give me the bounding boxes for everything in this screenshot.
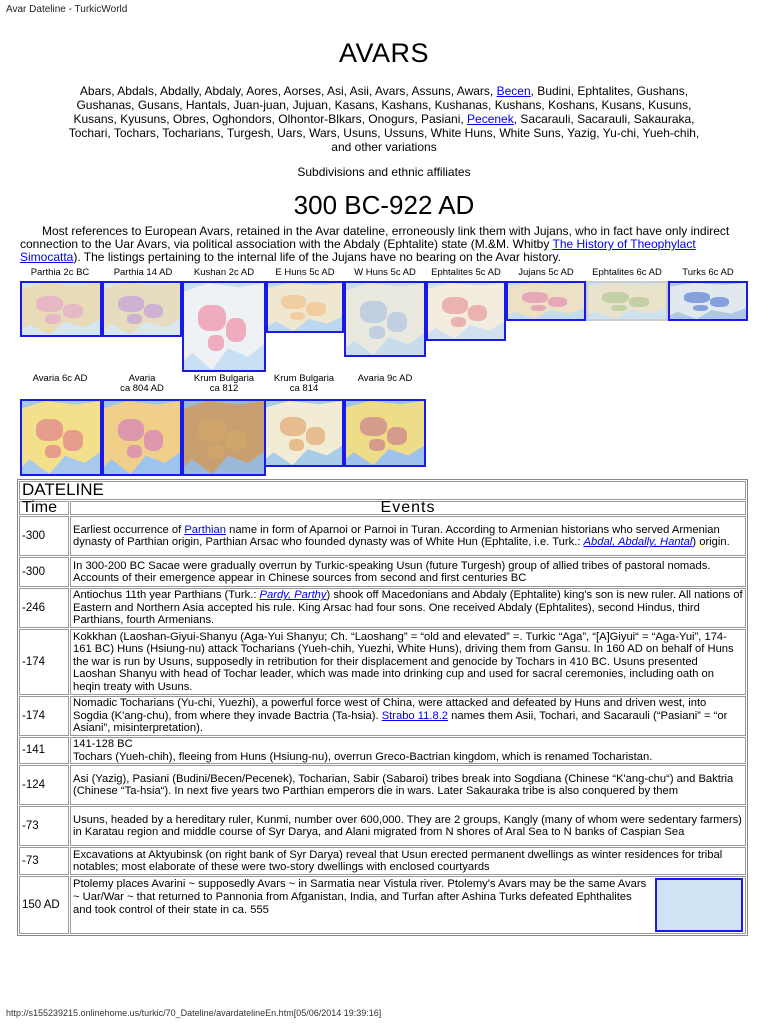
map-region-shading [144,430,164,450]
row-event: Usuns, headed by a hereditary ruler, Kunmi, number over 600,000. They are 2 groups, Kangly (many of whom were sedentary farmers) in Karatau region and middle course of Syr Darya, and Alani migrated from N shores of Aral Sea to N banks of Caspian Sea [70,806,746,846]
map-region-shading [226,430,247,450]
pardy-link[interactable]: Pardy, Parthy [259,589,327,602]
map-landmass [184,401,264,474]
map-region-shading [127,314,142,323]
map-region-shading [45,314,61,323]
row-time: -246 [19,588,69,628]
table-heading-row [19,481,746,500]
map-region-shading [208,335,224,351]
map-region-shading [198,419,225,441]
name-variants [60,84,708,154]
map-landmass [346,401,424,465]
map-krum-bulgaria-ca-814[interactable] [264,374,344,394]
sarmatia-map-thumbnail[interactable] [655,878,743,932]
map-landmass [22,401,100,474]
map-label: Avaria 9c AD [357,373,413,384]
map-region-shading [693,305,708,311]
map-label: Parthia 14 AD [113,267,173,278]
map-region-shading [468,305,488,321]
map-region-shading [531,305,546,311]
map-label: W Huns 5c AD [354,267,416,278]
table-row [19,737,746,764]
map-thumbnail-avaria-ca-804[interactable] [102,399,182,476]
map-region-shading [118,419,144,441]
map-thumbnail-jujans-5c-ad[interactable] [506,281,586,321]
map-thumbnail-krum-bulgaria-ca-814[interactable] [264,399,344,467]
map-label-line2: ca 812 [209,383,239,394]
event-text: Antiochus 11th year Parthians (Turk.: [73,589,260,602]
map-region-shading [611,305,627,311]
map-label: Krum Bulgaria [193,373,255,384]
row-time: -300 [19,557,69,587]
row-event [70,696,746,736]
map-avaria-6c-ad[interactable] [18,374,102,384]
row-time: -174 [19,696,69,736]
date-range-heading: 300 BC-922 AD [293,190,475,220]
map-ephtalites-5c-ad[interactable] [426,268,506,278]
intro-text-1: Most references to European Avars, retained in the Avar dateline, erroneously link them with Jujans, who in fact have only indirect connection to the Uar Avars, via political association with the Abdaly (Ephtalite) state (M.&M. Whitby [20,224,730,251]
map-region-shading [127,445,142,458]
table-row [19,557,746,587]
map-avaria-9c-ad[interactable] [344,374,426,384]
map-label: Kushan 2c AD [193,267,255,278]
map-region-shading [198,305,225,331]
map-region-shading [36,296,63,312]
map-label: Krum Bulgaria [273,373,335,384]
map-thumbnail-e-huns-5c-ad[interactable] [266,281,344,333]
table-row [19,806,746,846]
table-row [19,696,746,736]
page-title: AVARS [338,38,430,68]
map-region-shading [118,296,144,312]
map-landmass [104,401,180,474]
map-region-shading [306,302,325,315]
browser-title: Avar Dateline - TurkicWorld [6,4,128,15]
column-header-events: Events [70,501,746,516]
pecenek-link[interactable]: Pecenek [467,112,514,126]
table-row [19,765,746,805]
event-text: ) shook off Macedonians and Abdaly (Ephtalite) king's son is new ruler. All nations of Eastern and Northern Asia accepted his rule. King Arsac had four sons. One received Abdaly (Ephtalites), second Hindus, third Parthians, fourth Armenians. [73,589,743,627]
table-row [19,588,746,628]
names-text-3: , Sacarauli, Sacarauli, Sakauraka, Tochari, Tochars, Tocharians, Turgesh, Uars, Wars, Usuns, Ussuns, White Huns, White Suns, Yazig, Yu-chi, Yueh-chih, and other variations [68,112,700,154]
map-thumbnail-avaria-9c-ad[interactable] [344,399,426,467]
map-region-shading [387,427,407,445]
map-region-shading [369,326,385,339]
column-header-time: Time [19,501,69,516]
map-label: Avaria 6c AD [32,373,88,384]
map-region-shading [360,417,387,436]
map-region-shading [684,292,710,303]
row-time: 150 AD [19,876,69,934]
map-krum-bulgaria-ca-812[interactable] [182,374,266,394]
table-header-row [19,501,746,516]
names-text-1: Abars, Abdals, Abdally, Abdaly, Aores, Aorses, Asi, Asii, Avars, Assuns, Awars, [79,84,494,98]
map-thumbnail-w-huns-5c-ad[interactable] [344,281,426,357]
event-text: Earliest occurrence of [73,523,185,536]
map-thumbnail-ephtalites-5c-ad[interactable] [426,281,506,341]
map-turks-6c-ad[interactable] [668,268,748,278]
map-region-shading [45,445,61,458]
map-thumbnail-krum-bulgaria-ca-812[interactable] [182,399,266,476]
event-text: ) origin. [692,536,730,549]
row-time: -174 [19,629,69,695]
map-region-shading [281,295,306,309]
map-label-line2: ca 804 AD [120,383,164,394]
row-event [70,588,746,628]
map-region-shading [602,292,629,303]
row-event: Kokkhan (Laoshan-Giyui-Shanyu (Aga-Yui Shanyu; Ch. “Laoshang” = “old and elevated” =. Turkic “Aga”, “[A]Giyui“ = “Aga-Yui”, 174-161 BC) Huns (Hsiung-nu) attack Tocharians (Yueh-chih, Yuezhi, White Huns), driving them from Gansu. In 160 AD on behalf of Huns the war is run by Usuns, supposedly in retribution for their displacement and genocide by Tochars in 410 BC. Usuns presented Laoshan Shanyu with head of Tochar leader, which was made into drinking cup and used for sacral ceremonies, including oath on heqin treaty with Usuns. [70,629,746,695]
names-text-2: , Budini, Ephtalites, Gushans, Gushanas, Gusans, Hantals, Juan-juan, Jujuan, Kasans, Kashans, Kushanas, Kushans, Koshans, Kusans, Kusuns, Kusans, Kyusuns, Obres, Oghondors, Olhontor-Blkars, Onogurs, Pasiani, [73,84,692,126]
map-region-shading [451,317,466,327]
map-landmass [266,401,342,465]
row-time: -73 [19,847,69,875]
strabo-link[interactable]: Strabo 11.8.2 [381,709,449,722]
map-label: Ephtalites 6c AD [592,267,662,278]
map-region-shading [548,297,568,307]
map-region-shading [522,292,548,303]
map-region-shading [306,427,326,445]
row-event: Asi (Yazig), Pasiani (Budini/Becen/Pecenek), Tocharian, Sabir (Sabaroi) tribes break into Sogdiana (Chinese “K'ang-chu“) and Baktria (Chinese “Ta-hsia“). In next five years two Parthian emperors die in wars. Later Sakauraka tribe is also conquered by them [70,765,746,805]
map-label: Avaria [128,373,156,384]
map-region-shading [289,439,304,451]
map-label: Jujans 5c AD [518,267,574,278]
map-label: Ephtalites 5c AD [431,267,501,278]
page-url-footer: http://s155239215.onlinehome.us/turkic/70_Dateline/avardatelineEn.htm[05/06/2014 19:39:16] [6,1008,382,1018]
map-thumbnail-parthia-14-ad[interactable] [102,281,182,337]
intro-paragraph [20,225,738,264]
map-e-huns-5c-ad[interactable] [266,268,344,278]
map-label: Parthia 2c BC [30,267,90,278]
abdal-link[interactable]: Abdal, Abdally, Hantal [583,536,693,549]
row-event: In 300-200 BC Sacae were gradually overrun by Turkic-speaking Usun (future Turgesh) group of allied tribes of pastoral nomads. Accounts of their emergence appear in Chinese sources from second and first centuries BC [70,557,746,587]
map-region-shading [710,297,730,307]
map-thumbnail-ephtalites-6c-ad[interactable] [586,281,668,321]
row-event: Excavations at Aktyubinsk (on right bank of Syr Darya) reveal that Usun erected permanent dwellings as winter residences for tribal notables; most elaborate of these were two-story dwellings with enclosed courtyards [70,847,746,875]
table-row [19,876,746,934]
table-row [19,516,746,556]
row-time: -141 [19,737,69,764]
map-label: Turks 6c AD [682,267,734,278]
map-avaria-ca-804[interactable] [102,374,182,394]
subdivisions-heading: Subdivisions and ethnic affiliates [297,165,471,179]
parthian-link[interactable]: Parthian [184,523,226,536]
intro-text-2: ). The listings pertaining to the internal life of the Jujans have no bearing on the Avar history. [73,250,561,264]
row-event [70,876,746,934]
event-text: Nomadic Tocharians (Yu-chi, Yuezhi), a powerful force west of China, were attacked and defeated by Huns and driven west, into Sogdia (K'ang-chu), from where they invade Bactria (Ta-hsia). [73,697,707,722]
map-thumbnail-avaria-6c-ad[interactable] [20,399,102,476]
map-region-shading [280,417,306,436]
map-region-shading [387,312,407,332]
map-region-shading [63,304,83,319]
map-thumbnail-kushan-2c-ad[interactable] [182,281,266,372]
map-kushan-2c-ad[interactable] [184,268,264,278]
map-region-shading [36,419,63,441]
map-region-shading [629,297,649,307]
map-label: E Huns 5c AD [275,267,335,278]
map-region-shading [144,304,164,319]
map-region-shading [360,301,387,323]
becen-link[interactable]: Becen [496,84,531,98]
map-w-huns-5c-ad[interactable] [344,268,426,278]
map-region-shading [369,439,385,451]
map-landmass [268,283,342,331]
table-row [19,629,746,695]
table-row [19,847,746,875]
row-event: 141-128 BC Tochars (Yueh-chih), fleeing from Huns (Hsiung-nu), overrun Greco-Bactrian kingdom, which is renamed Tocharistan. [70,737,746,764]
map-label-line2: ca 814 [289,383,319,394]
row-time: -124 [19,765,69,805]
map-thumbnail-parthia-2c-bc[interactable] [20,281,102,337]
event-text: names them Asii, Tochari, and Sacarauli (“Pasiani” = “or Asiani”, misinterpretation). [73,709,728,735]
map-region-shading [290,312,305,321]
map-ephtalites-6c-ad[interactable] [586,268,668,278]
row-time: -300 [19,516,69,556]
map-region-shading [63,430,83,450]
event-text: Ptolemy places Avarini ~ supposedly Avars ~ in Sarmatia near Vistula river. Ptolemy's Avars may be the same Avars ~ Uar/War ~ that returned to Pannonia from Afganistan, India, and Turfan after Ashina Turks defeated Ephthalites and took control of their state in ca. 555 [73,878,647,916]
simocatta-link[interactable]: The History of Theophylact Simocatta [20,237,696,264]
map-parthia-2c-bc[interactable] [18,268,102,278]
dateline-table [17,479,748,936]
map-jujans-5c-ad[interactable] [506,268,586,278]
map-region-shading [226,318,247,342]
map-region-shading [442,297,468,314]
map-region-shading [208,445,224,458]
row-time: -73 [19,806,69,846]
dateline-heading: DATELINE [19,481,746,500]
map-thumbnail-turks-6c-ad[interactable] [668,281,748,321]
event-text: name in form of Aparnoi or Parnoi in Turan. According to Armenian historians who served Armenian dynasty of Parthian origin, Parthian Arsac who founded dynasty was of White Hun (Ephtalite, i.e. Turk.: [73,523,720,549]
map-parthia-14-ad[interactable] [102,268,184,278]
row-event [70,516,746,556]
